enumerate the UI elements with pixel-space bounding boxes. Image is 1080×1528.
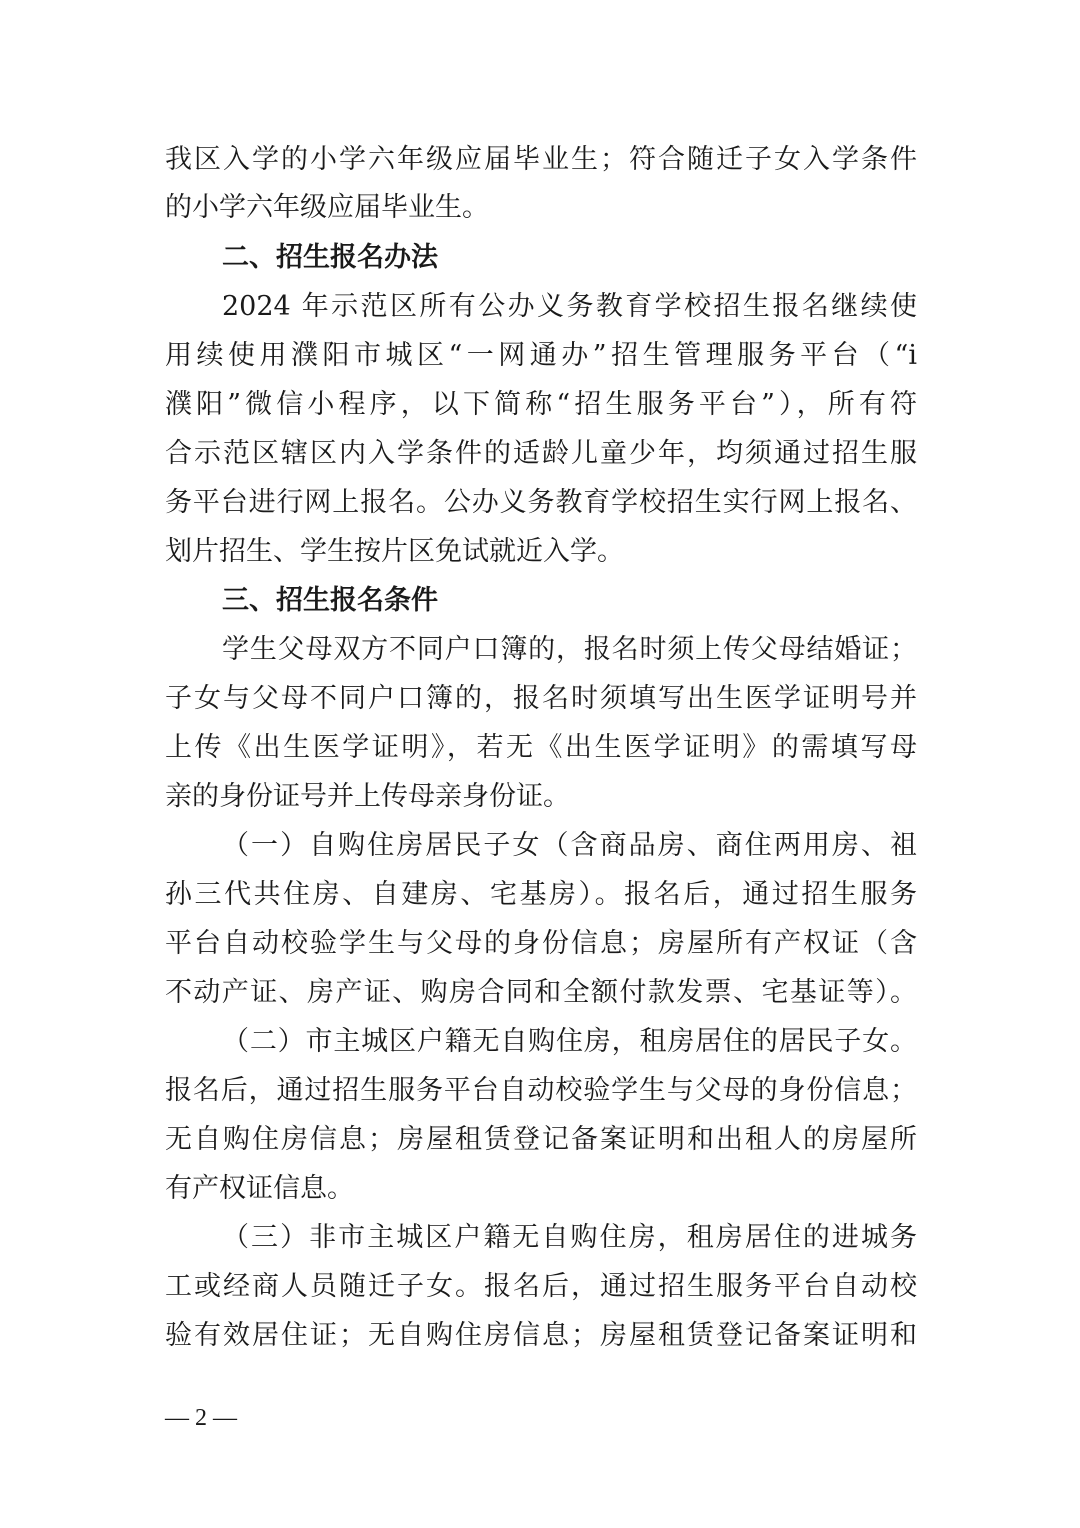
paragraph-line: 划片招生、学生按片区免试就近入学。 (165, 536, 624, 567)
paragraph-line: 验有效居住证；无自购住房信息；房屋租赁登记备案证明和 (165, 1320, 917, 1351)
paragraph-line: 合示范区辖区内入学条件的适龄儿童少年，均须通过招生服 (165, 438, 917, 469)
paragraph-line: 平台自动校验学生与父母的身份信息；房屋所有产权证（含 (165, 928, 917, 959)
paragraph-line: （三）非市主城区户籍无自购住房，租房居住的进城务 (222, 1222, 917, 1253)
paragraph-line: 报名后，通过招生服务平台自动校验学生与父母的身份信息； (165, 1075, 917, 1106)
section-heading-enrollment-conditions: 三、招生报名条件 (222, 585, 438, 616)
paragraph-line: 2024 年示范区所有公办义务教育学校招生报名继续使 (222, 291, 917, 322)
paragraph-line: 子女与父母不同户口簿的，报名时须填写出生医学证明号并 (165, 683, 917, 714)
paragraph-line: 的小学六年级应届毕业生。 (165, 192, 489, 223)
paragraph-line: 用续使用濮阳市城区“一网通办”招生管理服务平台（“i (165, 340, 917, 371)
paragraph-line: 务平台进行网上报名。公办义务教育学校招生实行网上报名、 (165, 487, 917, 518)
paragraph-line: 工或经商人员随迁子女。报名后，通过招生服务平台自动校 (165, 1271, 917, 1302)
paragraph-line: 无自购住房信息；房屋租赁登记备案证明和出租人的房屋所 (165, 1124, 917, 1155)
paragraph-line: 上传《出生医学证明》，若无《出生医学证明》的需填写母 (165, 732, 917, 763)
page-number: — 2 — (165, 1405, 237, 1431)
paragraph-line: 濮阳”微信小程序，以下简称“招生服务平台”），所有符 (165, 389, 917, 420)
section-heading-enrollment-method: 二、招生报名办法 (222, 242, 438, 273)
paragraph-line: （二）市主城区户籍无自购住房，租房居住的居民子女。 (222, 1026, 917, 1057)
paragraph-line: 不动产证、房产证、购房合同和全额付款发票、宅基证等）。 (165, 977, 917, 1008)
paragraph-line: 有产权证信息。 (165, 1173, 354, 1204)
paragraph-line: 孙三代共住房、自建房、宅基房）。报名后，通过招生服务 (165, 879, 917, 910)
paragraph-line: （一）自购住房居民子女（含商品房、商住两用房、祖 (222, 830, 917, 861)
paragraph-line: 亲的身份证号并上传母亲身份证。 (165, 781, 570, 812)
paragraph-line: 学生父母双方不同户口簿的，报名时须上传父母结婚证； (222, 634, 917, 665)
paragraph-line: 我区入学的小学六年级应届毕业生；符合随迁子女入学条件 (165, 144, 917, 175)
